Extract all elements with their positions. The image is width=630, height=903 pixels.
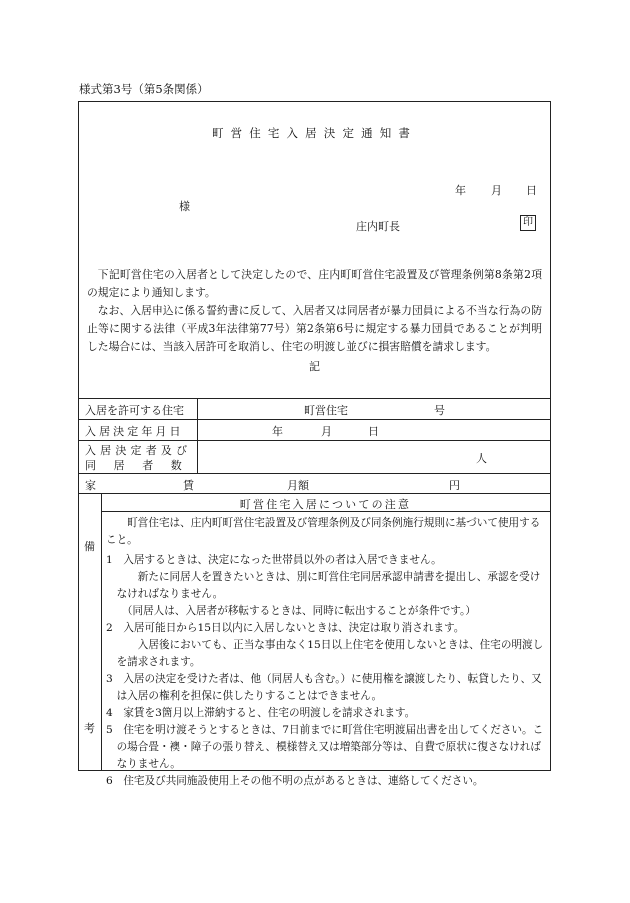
row-label-house: 入居を許可する住宅 (85, 404, 184, 417)
notes-title: 町営住宅入居についての注意 (239, 498, 412, 511)
notes-item: 2 入居可能日から15日以内に入居しないときは、決定は取り消されます。 (106, 622, 465, 634)
row-label-residents-2: 同居者数 (85, 459, 200, 472)
notes-item: 5 住宅を明け渡そうとするときは、7日前までに町営住宅明渡届出書を出してください。この場合畳・襖・障子の張り替え、模様替え又は増築部分等は、自費で原状に復さなければなりません。 (106, 724, 544, 771)
row-value-monthly: 月額 (287, 479, 309, 492)
row-label-residents-1: 入居決定者及び (85, 444, 192, 457)
form-number-label: 様式第3号（第5条関係） (79, 82, 209, 96)
row-divider (79, 440, 550, 441)
body-paragraph-1: 下記町営住宅の入居者として決定したので、庄内町町営住宅設置及び管理条例第8条第2項の規定により通知します。 (87, 268, 542, 299)
row-divider (79, 473, 550, 474)
remarks-label-bottom: 考 (84, 722, 95, 735)
remarks-column-divider (101, 493, 102, 770)
row-label-rent-1: 家 (85, 479, 96, 492)
notes-item: 1 入居するときは、決定になった世帯員以外の者は入居できません。 (106, 554, 442, 566)
addressee-suffix: 様 (179, 200, 190, 213)
issuer-name: 庄内町長 (356, 220, 400, 233)
row-value-number: 号 (434, 404, 445, 417)
row-label-date: 入居決定年月日 (85, 425, 184, 438)
row-value-day: 日 (368, 425, 379, 438)
table-top-line (79, 398, 550, 399)
notes-item: 4 家賃を3箇月以上滞納すると、住宅の明渡しを請求されます。 (106, 707, 416, 719)
document-title: 町営住宅入居決定通知書 (212, 126, 417, 140)
notes-item: 6 住宅及び共同施設使用上その他不明の点があるときは、連絡してください。 (106, 775, 484, 787)
seal-mark: 印 (520, 215, 536, 231)
date-month: 月 (491, 184, 502, 197)
row-value-house: 町営住宅 (304, 404, 348, 417)
row-value-yen: 円 (449, 479, 460, 492)
row-value-year: 年 (272, 425, 283, 438)
remarks-label-top: 備 (84, 540, 95, 553)
notes-item: 3 入居の決定を受けた者は、他（同居人も含む。）に使用権を譲渡したり、転貸したり、又は入居の権利を担保に供したりすることはできません。 (106, 673, 542, 703)
body-paragraph-2: なお、入居申込に係る誓約書に反して、入居者又は同居者が暴力団員による不当な行為の防止等に関する法律（平成3年法律第77号）第2条第6号に規定する暴力団員であることが判明した場合には、当該入居許可を取消し、住宅の明渡し並びに損害賠償を請求します。 (87, 304, 542, 353)
row-divider (79, 493, 550, 494)
row-divider (79, 419, 550, 420)
row-value-persons: 人 (476, 452, 487, 465)
notes-item: 入居後においても、正当な事由なく15日以上住宅を使用しないときは、住宅の明渡しを請求されます。 (116, 639, 544, 669)
date-year: 年 (455, 184, 466, 197)
row-label-rent: 賃 (183, 479, 194, 492)
notes-intro: 町営住宅は、庄内町町営住宅設置及び管理条例及び同条例施行規則に基づいて使用すること。 (106, 517, 541, 547)
ki-heading: 記 (309, 360, 320, 373)
notes-item: （同居人は、入居者が移転するときは、同時に転出することが条件です。） (121, 605, 476, 617)
date-day: 日 (526, 184, 537, 197)
row-value-month: 月 (321, 425, 332, 438)
notice-frame (78, 101, 551, 787)
notes-item: 新たに同居人を置きたいときは、別に町営住宅同居承認申請書を提出し、承認を受けなければなりません。 (116, 571, 541, 601)
